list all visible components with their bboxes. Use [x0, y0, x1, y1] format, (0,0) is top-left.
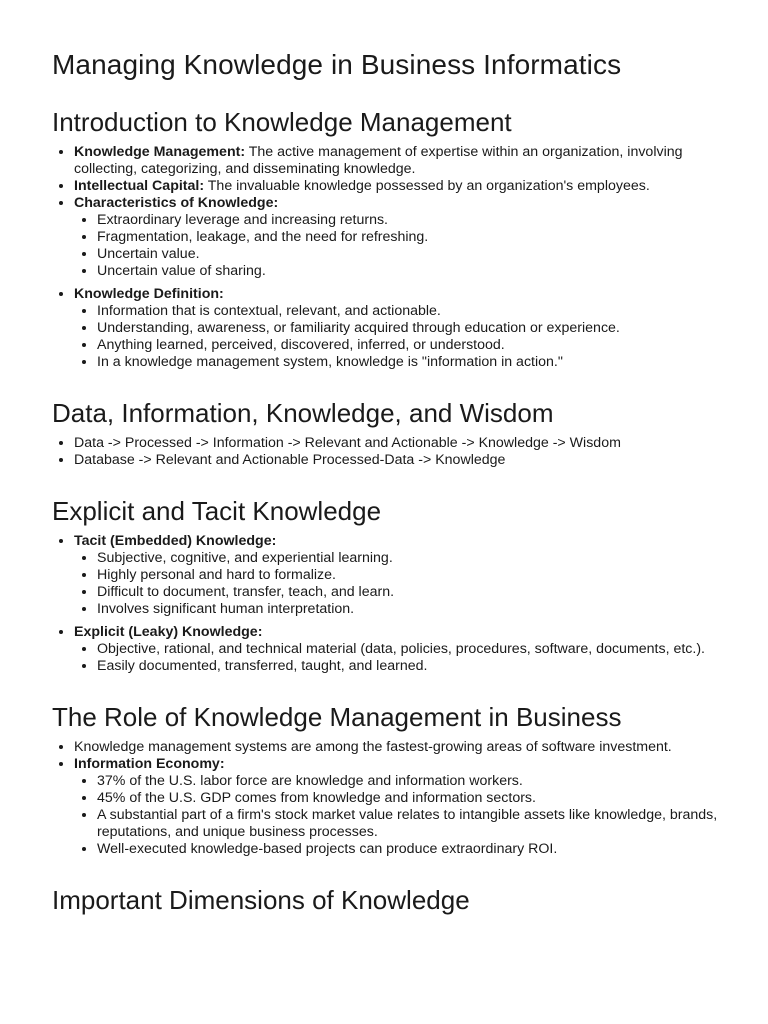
- sub-bullet-list: [74, 212, 718, 280]
- sub-bullet-list: [74, 303, 718, 371]
- section-3: [52, 701, 718, 858]
- list-item: [74, 178, 718, 195]
- section-1: [52, 397, 718, 469]
- list-item-term: Tacit (Embedded) Knowledge:: [74, 533, 277, 549]
- sub-list-item: • Objective, rational, and technical material (data, policies, procedures, software, documents, etc.).: [97, 641, 718, 658]
- sub-list-item: • Uncertain value.: [97, 246, 718, 263]
- sub-bullet-list: [74, 641, 718, 675]
- list-item: [74, 533, 718, 618]
- sub-list-item: • Information that is contextual, relevant, and actionable.: [97, 303, 718, 320]
- section-heading: Data, Information, Knowledge, and Wisdom: [52, 398, 554, 428]
- sub-list-item: • Fragmentation, leakage, and the need for refreshing.: [97, 229, 718, 246]
- bullet-list: [52, 739, 718, 858]
- sub-list-item: • A substantial part of a firm's stock market value relates to intangible assets like knowledge, brands, reputations, and unique business processes.: [97, 807, 718, 841]
- sub-list-item: • Difficult to document, transfer, teach, and learn.: [97, 584, 718, 601]
- list-item-term: Knowledge Definition:: [74, 286, 224, 302]
- list-item-term: Knowledge Management:: [74, 144, 246, 160]
- sub-list-item: • Understanding, awareness, or familiarity acquired through education or experience.: [97, 320, 718, 337]
- section-4: [52, 884, 718, 916]
- sub-list-item: • 45% of the U.S. GDP comes from knowledge and information sectors.: [97, 790, 718, 807]
- sub-list-item: • Uncertain value of sharing.: [97, 263, 718, 280]
- list-item: [74, 286, 718, 371]
- bullet-list: [52, 533, 718, 675]
- bullet-list: [52, 144, 718, 371]
- bullet-list: [52, 435, 718, 469]
- sub-list-item: • In a knowledge management system, knowledge is "information in action.": [97, 354, 718, 371]
- sub-list-item: • 37% of the U.S. labor force are knowledge and information workers.: [97, 773, 718, 790]
- list-item: [74, 739, 718, 756]
- list-item: [74, 435, 718, 452]
- sub-list-item: • Subjective, cognitive, and experiential learning.: [97, 550, 718, 567]
- list-item-term: Explicit (Leaky) Knowledge:: [74, 624, 263, 640]
- section-heading: The Role of Knowledge Management in Business: [52, 702, 622, 732]
- document-body: [52, 106, 718, 916]
- list-item-text: Data -> Processed -> Information -> Relevant and Actionable -> Knowledge -> Wisdom: [74, 435, 621, 451]
- list-item: [74, 195, 718, 280]
- list-item-text: Knowledge management systems are among the fastest-growing areas of software investment.: [74, 739, 672, 755]
- list-item-term: Information Economy:: [74, 756, 225, 772]
- section-heading: Introduction to Knowledge Management: [52, 107, 512, 137]
- sub-list-item: • Well-executed knowledge-based projects can produce extraordinary ROI.: [97, 841, 718, 858]
- section-heading: Explicit and Tacit Knowledge: [52, 496, 382, 526]
- list-item: [74, 452, 718, 469]
- list-item-term: Characteristics of Knowledge:: [74, 195, 279, 211]
- list-item: [74, 756, 718, 858]
- section-heading: Important Dimensions of Knowledge: [52, 885, 470, 915]
- list-item-text: Database -> Relevant and Actionable Processed-Data -> Knowledge: [74, 452, 506, 468]
- sub-list-item: • Easily documented, transferred, taught, and learned.: [97, 658, 718, 675]
- list-item-text: The invaluable knowledge possessed by an organization's employees.: [204, 178, 650, 194]
- list-item-term: Intellectual Capital:: [74, 178, 205, 194]
- sub-bullet-list: [74, 773, 718, 858]
- sub-bullet-list: [74, 550, 718, 618]
- sub-list-item: • Highly personal and hard to formalize.: [97, 567, 718, 584]
- sub-list-item: • Extraordinary leverage and increasing returns.: [97, 212, 718, 229]
- sub-list-item: • Anything learned, perceived, discovered, inferred, or understood.: [97, 337, 718, 354]
- list-item: [74, 624, 718, 675]
- section-0: [52, 106, 718, 371]
- document-title: Managing Knowledge in Business Informatics: [52, 49, 622, 80]
- list-item-text: The active management of expertise within an organization, involving collecting, categorizing, and disseminating knowledge.: [74, 144, 683, 177]
- section-2: [52, 495, 718, 675]
- sub-list-item: • Involves significant human interpretation.: [97, 601, 718, 618]
- list-item: [74, 144, 718, 178]
